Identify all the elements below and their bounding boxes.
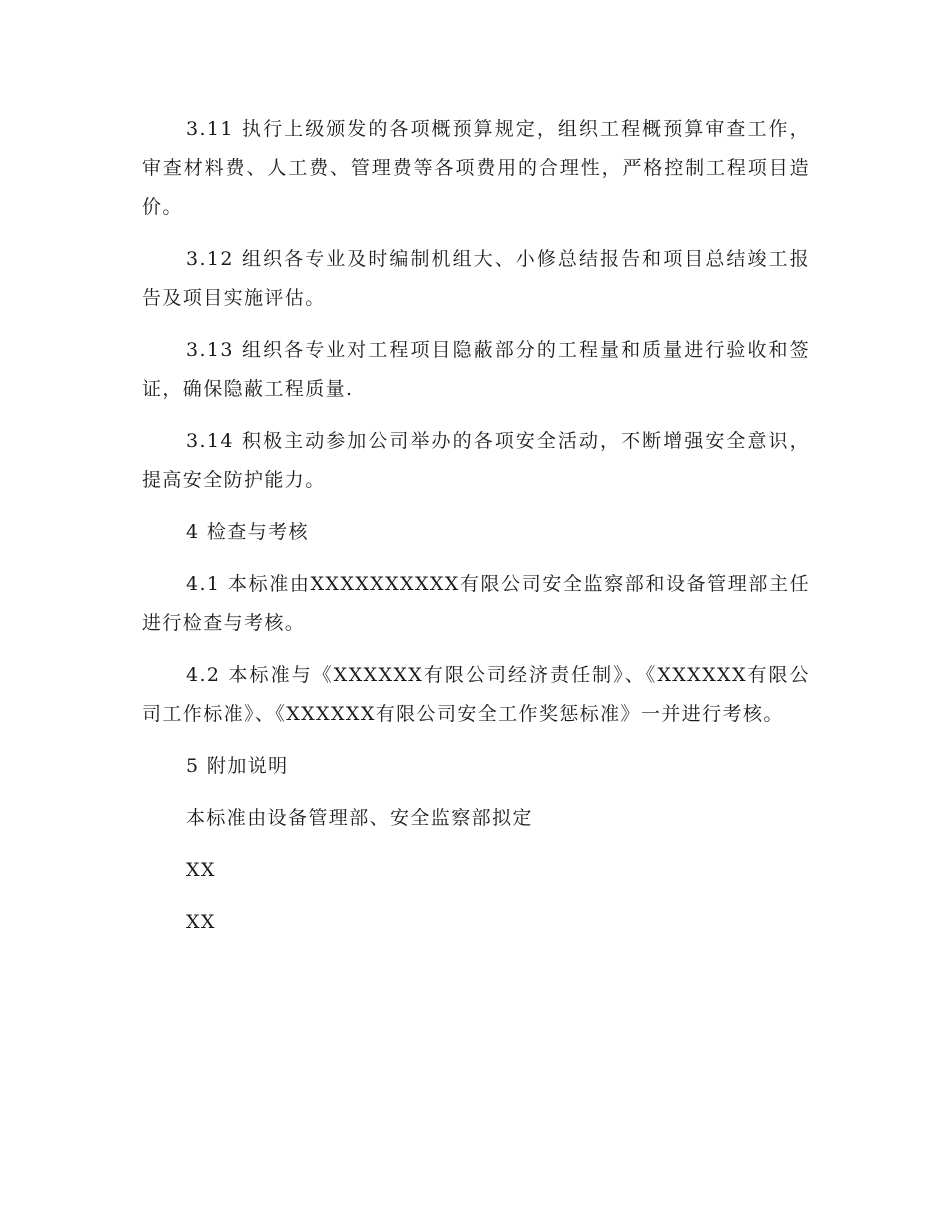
clause-3-14: 3.14 积极主动参加公司举办的各项安全活动，不断增强安全意识，提高安全防护能力。	[142, 430, 810, 491]
clause-3-11: 3.11 执行上级颁发的各项概预算规定，组织工程概预算审查工作，审查材料费、人工费、管理费等各项费用的合理性，严格控制工程项目造价。	[142, 118, 810, 218]
drafting-note: 本标准由设备管理部、安全监察部拟定	[186, 807, 533, 829]
clause-3-12: 3.12 组织各专业及时编制机组大、小修总结报告和项目总结竣工报告及项目实施评估。	[142, 248, 810, 309]
clause-4-2: 4.2 本标准与《XXXXXX有限公司经济责任制》、《XXXXXX有限公司工作标准》、《XXXXXX有限公司安全工作奖惩标准》一并进行考核。	[142, 664, 810, 725]
placeholder-line-1: XX	[186, 859, 216, 881]
section-5-heading: 5 附加说明	[186, 755, 289, 777]
clause-3-13: 3.13 组织各专业对工程项目隐蔽部分的工程量和质量进行验收和签证，确保隐蔽工程质量.	[142, 339, 810, 400]
clause-4-1: 4.1 本标准由XXXXXXXXXX有限公司安全监察部和设备管理部主任进行检查与考核。	[142, 573, 810, 634]
placeholder-line-2: XX	[186, 911, 216, 933]
document-body	[142, 110, 810, 955]
section-4-heading: 4 检查与考核	[186, 521, 309, 543]
